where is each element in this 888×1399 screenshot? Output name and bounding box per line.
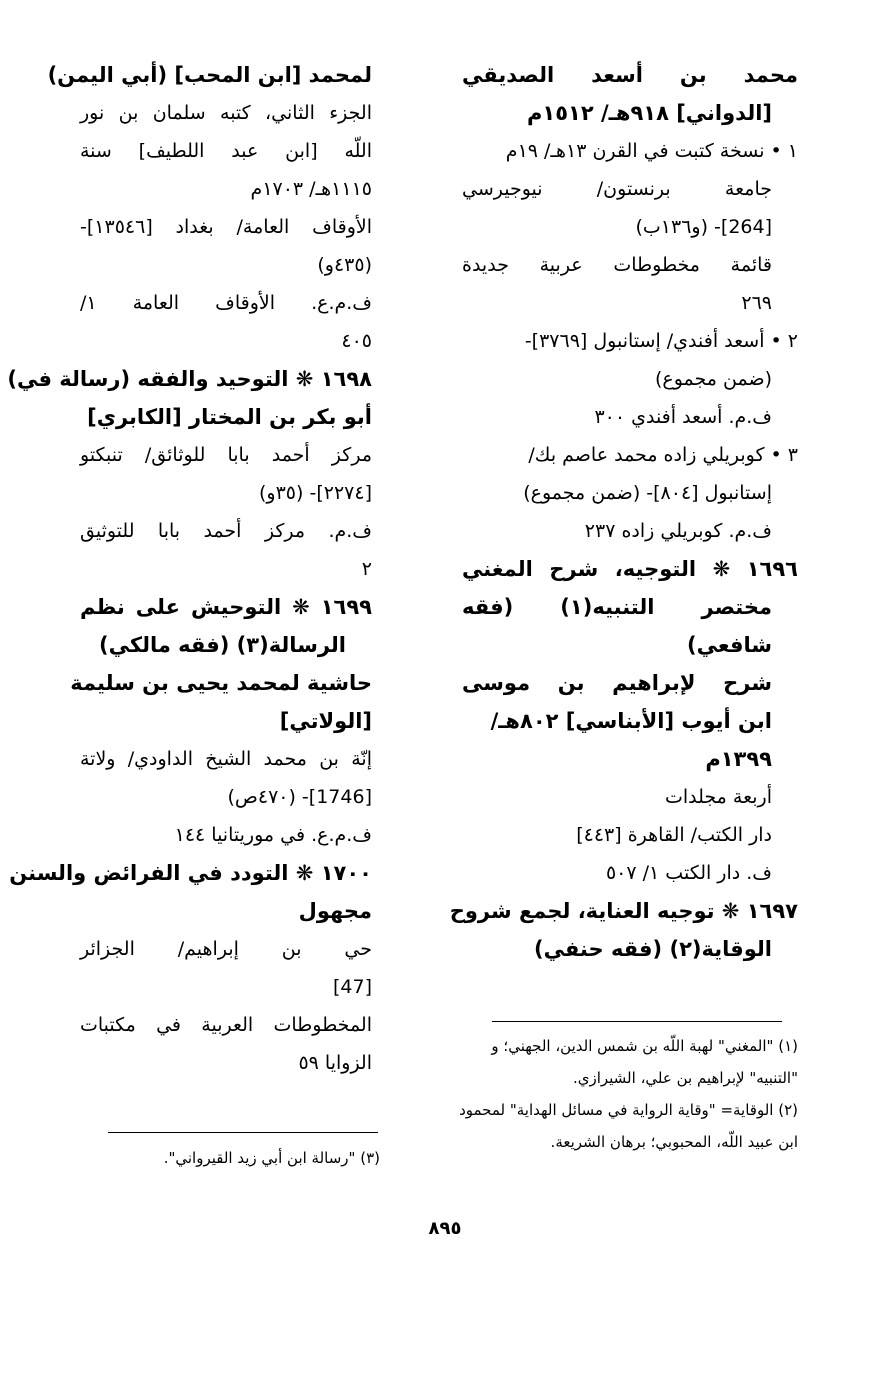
right-column-line: ١ • نسخة كتبت في القرن ١٣هـ/ ١٩م bbox=[505, 140, 798, 162]
left-column-line: (٤٣٥و) bbox=[317, 254, 372, 276]
left-column bbox=[7, 56, 372, 1082]
right-column-line: أربعة مجلدات bbox=[664, 786, 772, 808]
left-column-line: أبو بكر بن المختار [الكابري] bbox=[87, 405, 372, 429]
footnote-divider-left bbox=[108, 1132, 378, 1133]
right-column-line: ف.م. كوبريلي زاده ٢٣٧ bbox=[584, 520, 772, 542]
left-column-line: [1746]- (٤٧٠ص) bbox=[227, 786, 372, 808]
right-column-line: ١٦٩٦ ❋ التوجيه، شرح المغني bbox=[462, 557, 798, 581]
left-column-line: إنّة بن محمد الشيخ الداودي/ ولاتة bbox=[80, 748, 372, 770]
footnote-line: "التنبيه" لإبراهيم بن علي، الشيرازي. bbox=[572, 1069, 798, 1087]
left-column-line: الزوايا ٥٩ bbox=[298, 1052, 372, 1074]
page-number: ٨٩٥ bbox=[428, 1218, 462, 1239]
left-column-line: ف.م.ع. في موريتانيا ١٤٤ bbox=[174, 824, 372, 846]
right-column-line: [الدواني] ٩١٨هـ/ ١٥١٢م bbox=[527, 101, 772, 125]
left-column-line: ٢ bbox=[361, 558, 372, 580]
footnote-line: (١) "المغني" لهبة اللّه بن شمس الدين، الجهني؛ و bbox=[491, 1037, 798, 1055]
right-column-line: ٢٦٩ bbox=[741, 292, 772, 314]
right-column-line: ٣ • كوبريلي زاده محمد عاصم بك/ bbox=[528, 444, 798, 466]
left-column-line: الجزء الثاني، كتبه سلمان بن نور bbox=[80, 102, 372, 124]
footnotes-right bbox=[459, 1030, 798, 1158]
footnote-line: ابن عبيد اللّه، المحبوبي؛ برهان الشريعة. bbox=[550, 1133, 798, 1151]
left-column-line: [الولاتي] bbox=[279, 709, 372, 733]
right-column-line: دار الكتب/ القاهرة [٤٤٣] bbox=[576, 824, 772, 846]
right-column-line: ١٣٩٩م bbox=[705, 747, 772, 771]
right-column-line: مختصر التنبيه(١) (فقه bbox=[462, 595, 773, 619]
left-column-line: مجهول bbox=[298, 899, 372, 923]
right-column-line: جامعة برنستون/ نيوجيرسي bbox=[462, 178, 772, 200]
left-column-line: ١٦٩٨ ❋ التوحيد والفقه (رسالة في) bbox=[7, 367, 372, 391]
right-column-line: إستانبول [٨٠٤]- (ضمن مجموع) bbox=[523, 482, 772, 504]
right-column-line: ف.م. أسعد أفندي ٣٠٠ bbox=[594, 406, 772, 428]
left-column-line: لمحمد [ابن المحب] (أبي اليمن) bbox=[47, 63, 372, 87]
right-column-line: ابن أيوب [الأبناسي] ٨٠٢هـ/ bbox=[490, 709, 772, 733]
right-column-line: الوقاية(٢) (فقه حنفي) bbox=[533, 937, 772, 961]
footnote-divider-right bbox=[492, 1021, 782, 1022]
right-column-line: شافعي) bbox=[687, 633, 772, 657]
left-column-line: ٤٠٥ bbox=[341, 330, 372, 352]
left-column-line: ١١١٥هـ/ ١٧٠٣م bbox=[250, 178, 372, 200]
right-column-line: [264]- (و١٣٦ب) bbox=[635, 216, 772, 238]
left-column-line: الرسالة(٣) (فقه مالكي) bbox=[99, 633, 346, 657]
left-column-line: [47] bbox=[332, 976, 372, 998]
left-column-line: ١٦٩٩ ❋ التوحيش على نظم bbox=[80, 595, 372, 619]
left-column-line: حاشية لمحمد يحيى بن سليمة bbox=[70, 671, 372, 695]
right-column-line: (ضمن مجموع) bbox=[654, 368, 772, 390]
left-column-line: ف.م. مركز أحمد بابا للتوثيق bbox=[80, 520, 372, 542]
left-column-line: المخطوطات العربية في مكتبات bbox=[80, 1014, 372, 1036]
left-column-line: ١٧٠٠ ❋ التودد في الفرائض والسنن bbox=[9, 861, 372, 885]
right-column-line: ١٦٩٧ ❋ توجيه العناية، لجمع شروح bbox=[449, 899, 798, 923]
right-column-line: شرح لإبراهيم بن موسى bbox=[462, 671, 772, 695]
footnote-line: (٢) الوقاية= "وقاية الرواية في مسائل الهداية" لمحمود bbox=[459, 1101, 798, 1119]
footnote-line: (٣) "رسالة ابن أبي زيد القيرواني". bbox=[163, 1149, 380, 1167]
left-column-line: مركز أحمد بابا للوثائق/ تنبكتو bbox=[80, 444, 372, 466]
right-column-line: ٢ • أسعد أفندي/ إستانبول [٣٧٦٩]- bbox=[524, 330, 798, 352]
footnotes-left bbox=[80, 1142, 380, 1174]
left-column-line: حي بن إبراهيم/ الجزائر bbox=[80, 938, 372, 960]
right-column-line: محمد بن أسعد الصديقي bbox=[462, 63, 798, 87]
right-column bbox=[449, 56, 798, 968]
right-column-line: قائمة مخطوطات عربية جديدة bbox=[462, 254, 772, 276]
left-column-line: الأوقاف العامة/ بغداد [١٣٥٤٦]- bbox=[80, 216, 372, 238]
right-column-line: ف. دار الكتب ١/ ٥٠٧ bbox=[605, 862, 772, 884]
left-column-line: ف.م.ع. الأوقاف العامة ١/ bbox=[80, 292, 372, 314]
left-column-line: اللّه [ابن عبد اللطيف] سنة bbox=[80, 140, 372, 162]
left-column-line: [٢٢٧٤]- (٣٥و) bbox=[259, 482, 372, 504]
